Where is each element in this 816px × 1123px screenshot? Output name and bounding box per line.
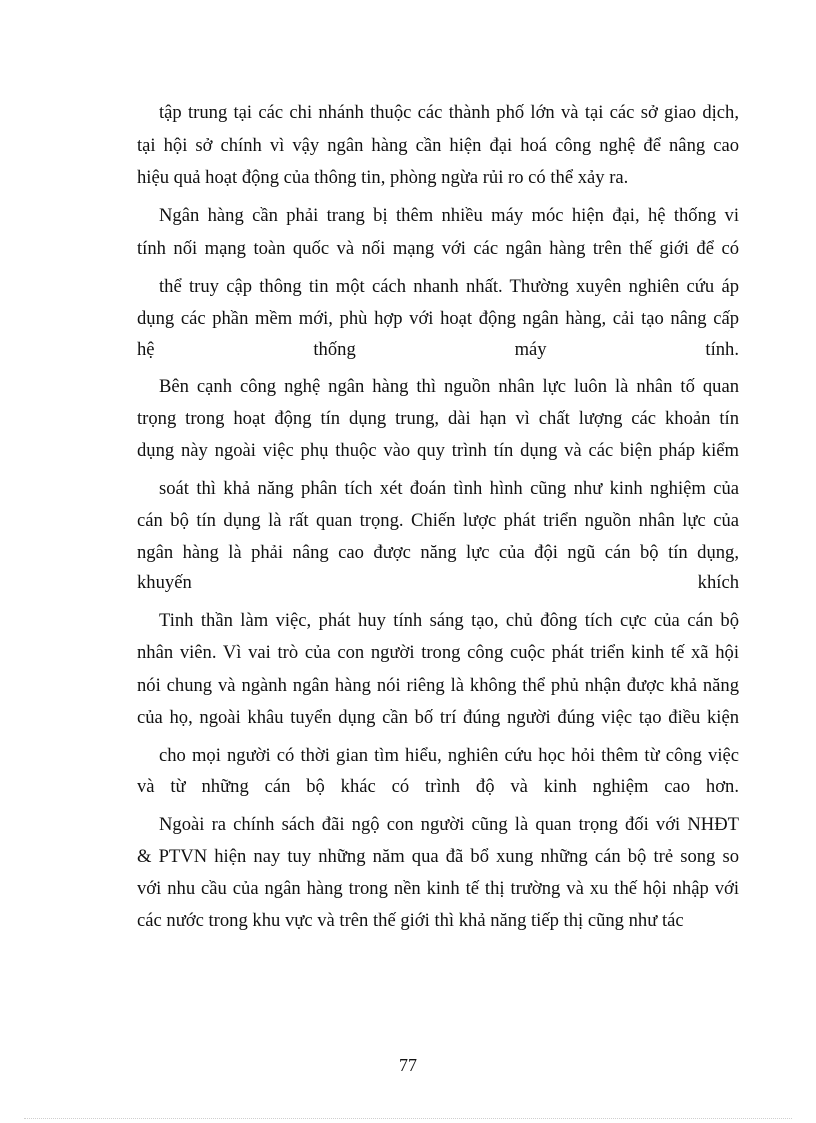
text-line: hệ thống máy tính. <box>137 339 739 360</box>
text-line: và từ những cán bộ khác có trình độ và kinh nghiệm cao hơn. <box>137 776 739 797</box>
text-line: thể truy cập thông tin một cách nhanh nhất. Thường xuyên nghiên cứu áp <box>159 276 739 297</box>
text-line: ngân hàng là phải nâng cao được năng lực của đội ngũ cán bộ tín dụng, <box>137 542 739 563</box>
text-line: tập trung tại các chi nhánh thuộc các thành phố lớn và tại các sở giao dịch, <box>159 102 739 123</box>
text-line: Bên cạnh công nghệ ngân hàng thì nguồn nhân lực luôn là nhân tố quan <box>159 376 739 397</box>
text-line: tính nối mạng toàn quốc và nối mạng với các ngân hàng trên thế giới để có <box>137 238 739 259</box>
text-line: các nước trong khu vực và trên thế giới thì khả năng tiếp thị cũng như tác <box>137 910 684 931</box>
text-line: Ngân hàng cần phải trang bị thêm nhiều máy móc hiện đại, hệ thống vi <box>159 205 739 226</box>
text-line: dụng này ngoài việc phụ thuộc vào quy trình tín dụng và các biện pháp kiểm <box>137 440 739 461</box>
text-line: trọng trong hoạt động tín dụng trung, dài hạn vì chất lượng các khoản tín <box>137 408 739 429</box>
page-edge-dotted-line <box>24 1118 792 1119</box>
text-line: & PTVN hiện nay tuy những năm qua đã bổ xung những cán bộ trẻ song so <box>137 846 739 867</box>
text-line: cán bộ tín dụng là rất quan trọng. Chiến lược phát triển nguồn nhân lực của <box>137 510 739 531</box>
text-line: của họ, ngoài khâu tuyển dụng cần bố trí đúng người đúng việc tạo điều kiện <box>137 707 739 728</box>
text-line: Tinh thần làm việc, phát huy tính sáng tạo, chủ đông tích cực của cán bộ <box>159 610 739 631</box>
text-line: hiệu quả hoạt động của thông tin, phòng ngừa rủi ro có thể xảy ra. <box>137 167 629 188</box>
page-number: 77 <box>399 1055 417 1075</box>
text-line: cho mọi người có thời gian tìm hiểu, nghiên cứu học hỏi thêm từ công việc <box>159 745 739 766</box>
text-line: Ngoài ra chính sách đãi ngộ con người cũng là quan trọng đối với NHĐT <box>159 814 739 835</box>
text-line: với nhu cầu của ngân hàng trong nền kinh tế thị trường và xu thế hội nhập với <box>137 878 739 899</box>
text-line: soát thì khả năng phân tích xét đoán tình hình cũng như kinh nghiệm của <box>159 478 739 499</box>
text-line: nói chung và ngành ngân hàng nói riêng là không thể phủ nhận được khả năng <box>137 675 739 696</box>
text-line: khuyến khích <box>137 572 739 593</box>
text-line: nhân viên. Vì vai trò của con người trong công cuộc phát triển kinh tế xã hội <box>137 642 739 663</box>
text-line: tại hội sở chính vì vậy ngân hàng cần hiện đại hoá công nghệ để nâng cao <box>137 135 739 156</box>
text-line: dụng các phần mềm mới, phù hợp với hoạt động ngân hàng, cải tạo nâng cấp <box>137 308 739 329</box>
